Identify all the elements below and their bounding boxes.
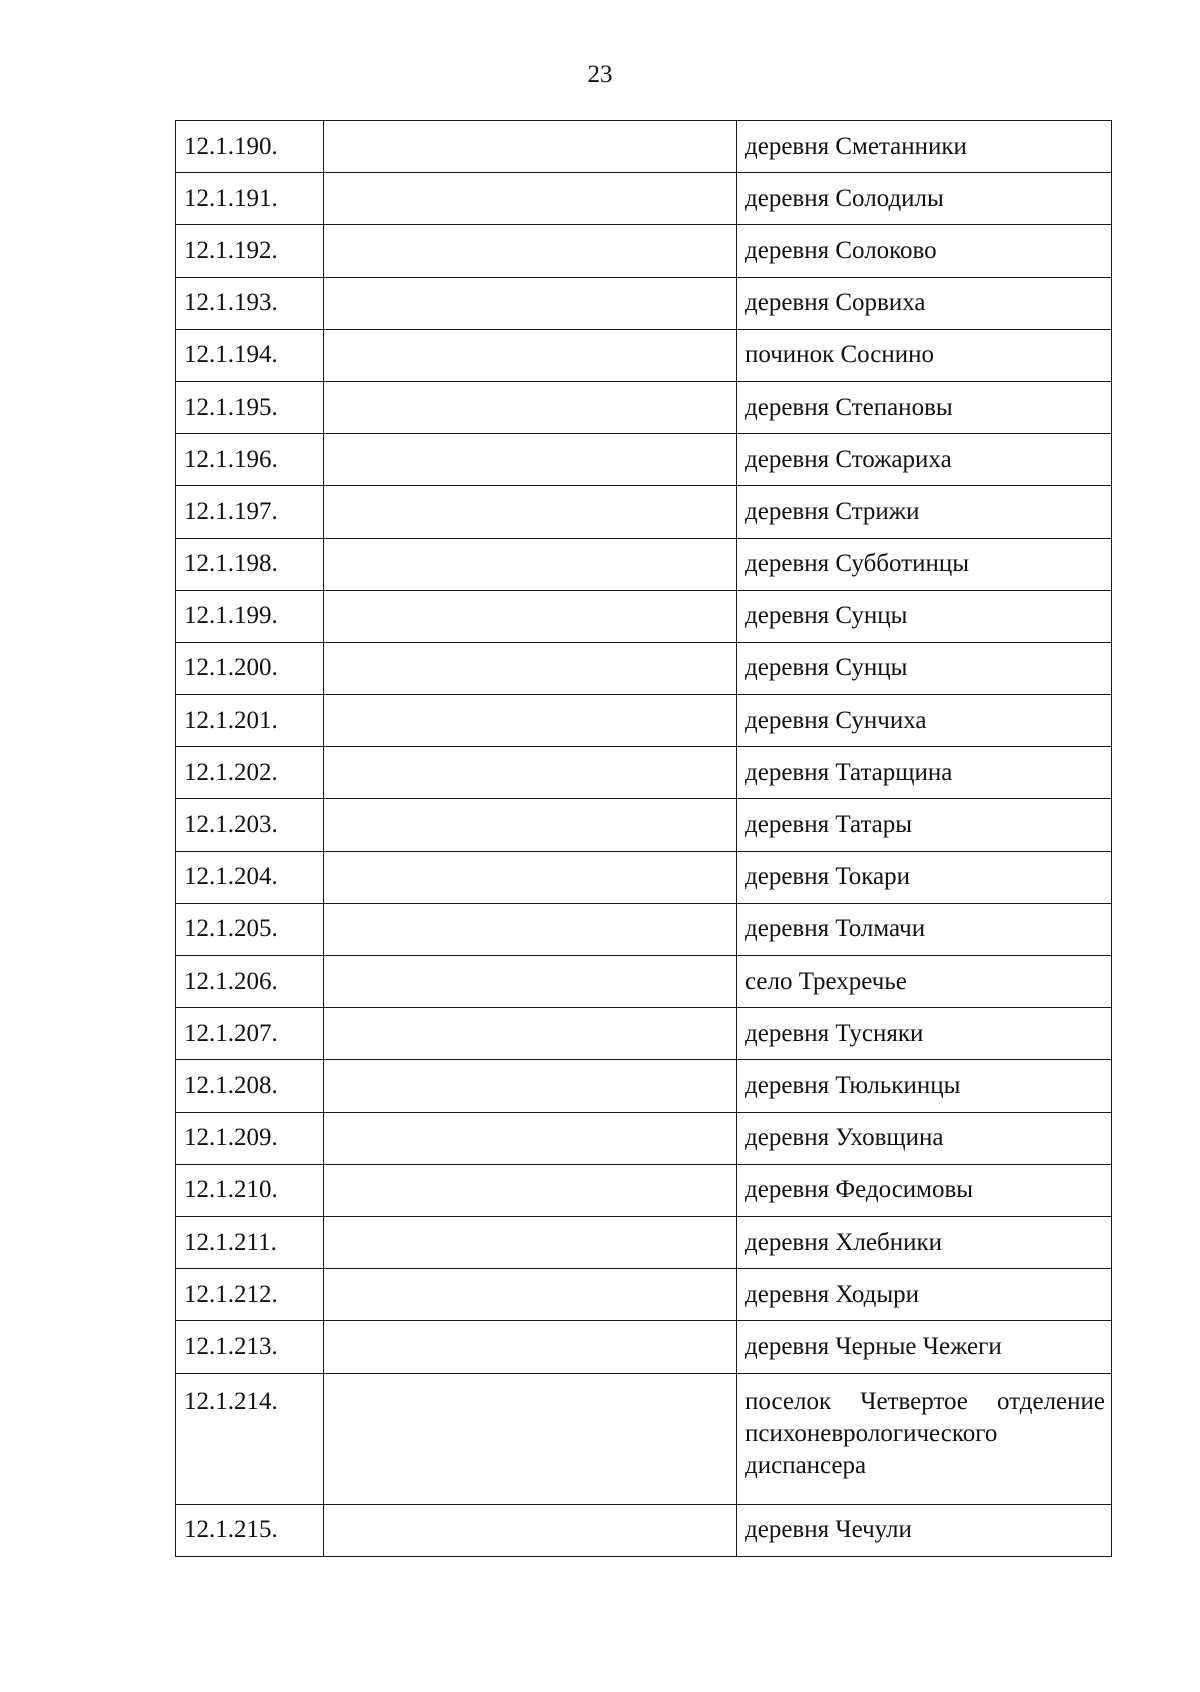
settlement-name: деревня Токари xyxy=(737,851,1112,903)
table-row xyxy=(176,1008,1112,1060)
empty-cell xyxy=(324,381,737,433)
empty-cell xyxy=(324,1008,737,1060)
table-row xyxy=(176,1112,1112,1164)
row-code: 12.1.206. xyxy=(176,956,324,1008)
row-code: 12.1.193. xyxy=(176,277,324,329)
table-row xyxy=(176,486,1112,538)
row-code: 12.1.196. xyxy=(176,434,324,486)
table-row xyxy=(176,434,1112,486)
empty-cell xyxy=(324,1164,737,1216)
empty-cell xyxy=(324,1504,737,1556)
empty-cell xyxy=(324,538,737,590)
table-row xyxy=(176,851,1112,903)
row-code: 12.1.210. xyxy=(176,1164,324,1216)
row-code: 12.1.212. xyxy=(176,1269,324,1321)
table-row xyxy=(176,173,1112,225)
settlement-name: деревня Степановы xyxy=(737,381,1112,433)
row-code: 12.1.209. xyxy=(176,1112,324,1164)
empty-cell xyxy=(324,486,737,538)
row-code: 12.1.200. xyxy=(176,642,324,694)
empty-cell xyxy=(324,642,737,694)
table-row xyxy=(176,1164,1112,1216)
table-row xyxy=(176,1321,1112,1373)
row-code: 12.1.190. xyxy=(176,121,324,173)
empty-cell xyxy=(324,1269,737,1321)
settlement-name: деревня Сметанники xyxy=(737,121,1112,173)
table-row xyxy=(176,121,1112,173)
empty-cell xyxy=(324,590,737,642)
table-row xyxy=(176,590,1112,642)
row-code: 12.1.205. xyxy=(176,903,324,955)
settlement-name: деревня Чечули xyxy=(737,1504,1112,1556)
empty-cell xyxy=(324,277,737,329)
row-code: 12.1.213. xyxy=(176,1321,324,1373)
settlement-name: поселок Четвертое отделение психоневрологического диспансера xyxy=(737,1373,1112,1504)
row-code: 12.1.191. xyxy=(176,173,324,225)
settlement-name: деревня Тюлькинцы xyxy=(737,1060,1112,1112)
empty-cell xyxy=(324,956,737,1008)
row-code: 12.1.215. xyxy=(176,1504,324,1556)
row-code: 12.1.207. xyxy=(176,1008,324,1060)
table-row xyxy=(176,1504,1112,1556)
row-code: 12.1.199. xyxy=(176,590,324,642)
table-row xyxy=(176,642,1112,694)
table-row xyxy=(176,956,1112,1008)
settlement-name: деревня Черные Чежеги xyxy=(737,1321,1112,1373)
settlement-name: деревня Федосимовы xyxy=(737,1164,1112,1216)
settlements-table xyxy=(175,120,1112,1557)
table-row xyxy=(176,381,1112,433)
empty-cell xyxy=(324,695,737,747)
settlement-name: деревня Сунцы xyxy=(737,642,1112,694)
settlement-name: село Трехречье xyxy=(737,956,1112,1008)
empty-cell xyxy=(324,121,737,173)
settlement-name: деревня Солодилы xyxy=(737,173,1112,225)
row-code: 12.1.194. xyxy=(176,329,324,381)
settlement-name: деревня Татары xyxy=(737,799,1112,851)
table-row xyxy=(176,695,1112,747)
empty-cell xyxy=(324,1060,737,1112)
row-code: 12.1.195. xyxy=(176,381,324,433)
table-row xyxy=(176,1269,1112,1321)
empty-cell xyxy=(324,1216,737,1268)
table-row xyxy=(176,329,1112,381)
table-row xyxy=(176,799,1112,851)
table-row xyxy=(176,903,1112,955)
row-code: 12.1.201. xyxy=(176,695,324,747)
settlement-name: деревня Тусняки xyxy=(737,1008,1112,1060)
row-code: 12.1.208. xyxy=(176,1060,324,1112)
row-code: 12.1.214. xyxy=(176,1373,324,1504)
row-code: 12.1.211. xyxy=(176,1216,324,1268)
table-row xyxy=(176,747,1112,799)
table-row xyxy=(176,225,1112,277)
table-row xyxy=(176,1060,1112,1112)
table-row xyxy=(176,1373,1112,1504)
table-row xyxy=(176,538,1112,590)
empty-cell xyxy=(324,1321,737,1373)
row-code: 12.1.198. xyxy=(176,538,324,590)
settlement-name: деревня Стрижи xyxy=(737,486,1112,538)
settlement-name: деревня Ходыри xyxy=(737,1269,1112,1321)
settlement-name: деревня Хлебники xyxy=(737,1216,1112,1268)
row-code: 12.1.202. xyxy=(176,747,324,799)
page-number: 23 xyxy=(587,61,613,88)
settlement-name: деревня Уховщина xyxy=(737,1112,1112,1164)
empty-cell xyxy=(324,747,737,799)
empty-cell xyxy=(324,1373,737,1504)
empty-cell xyxy=(324,799,737,851)
empty-cell xyxy=(324,173,737,225)
table-row xyxy=(176,1216,1112,1268)
settlement-name: деревня Солоково xyxy=(737,225,1112,277)
empty-cell xyxy=(324,225,737,277)
settlement-name: деревня Сунчиха xyxy=(737,695,1112,747)
empty-cell xyxy=(324,329,737,381)
row-code: 12.1.192. xyxy=(176,225,324,277)
settlement-name: деревня Толмачи xyxy=(737,903,1112,955)
settlement-name: деревня Стожариха xyxy=(737,434,1112,486)
settlement-name: деревня Сорвиха xyxy=(737,277,1112,329)
row-code: 12.1.203. xyxy=(176,799,324,851)
row-code: 12.1.204. xyxy=(176,851,324,903)
settlement-name: починок Соснино xyxy=(737,329,1112,381)
empty-cell xyxy=(324,851,737,903)
empty-cell xyxy=(324,1112,737,1164)
empty-cell xyxy=(324,903,737,955)
settlement-name: деревня Сунцы xyxy=(737,590,1112,642)
settlement-name: деревня Татарщина xyxy=(737,747,1112,799)
row-code: 12.1.197. xyxy=(176,486,324,538)
table-row xyxy=(176,277,1112,329)
settlement-name: деревня Субботинцы xyxy=(737,538,1112,590)
empty-cell xyxy=(324,434,737,486)
